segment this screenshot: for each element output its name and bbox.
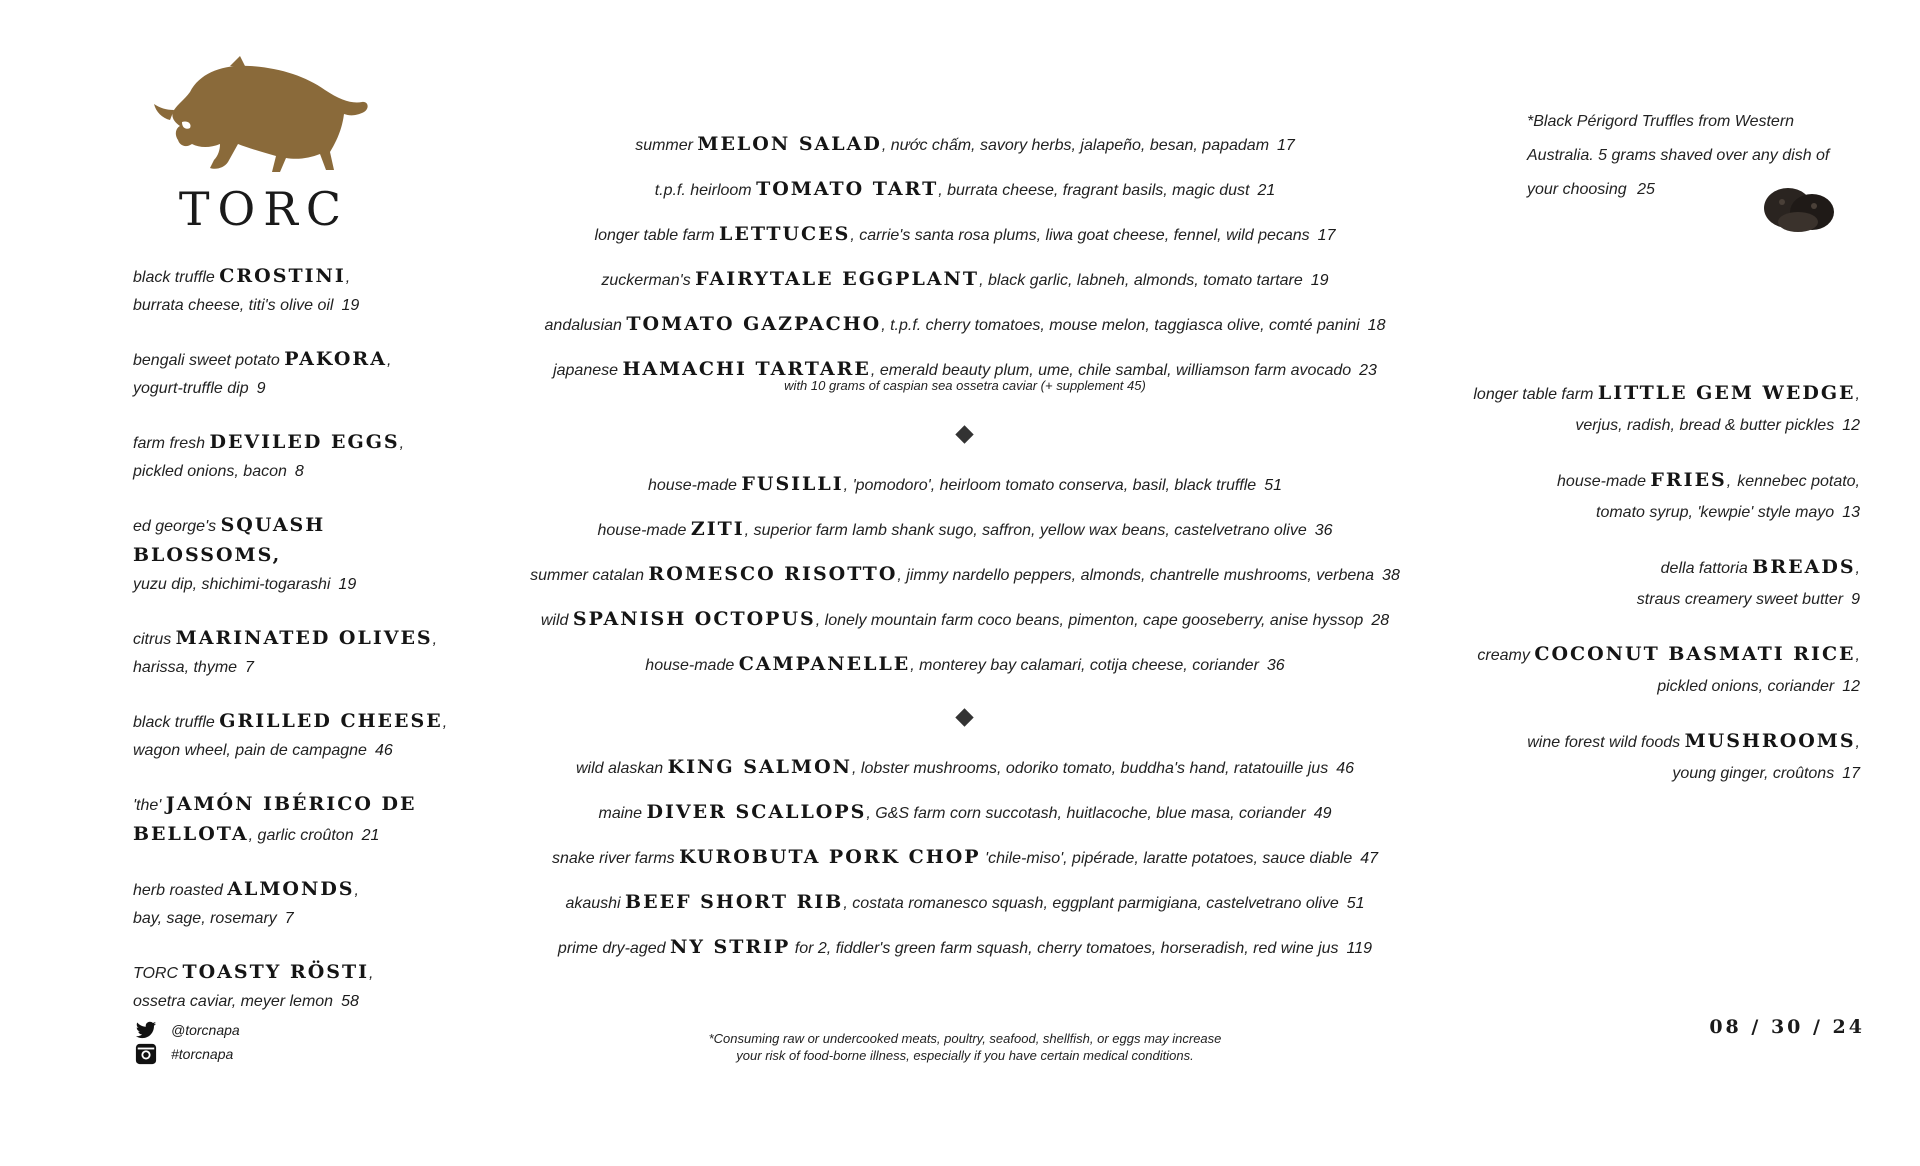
salads-section [520, 130, 1410, 400]
item-prefix: house-made [1557, 473, 1651, 490]
item-price: 17 [1317, 227, 1336, 244]
item-punct: , [1855, 386, 1860, 403]
item-price: 8 [294, 463, 304, 480]
hamachi-caviar-note: with 10 grams of caspian sea ossetra caviar (+ supplement 45) [784, 378, 1146, 393]
dish-name: JAMÓN IBÉRICO DE [165, 793, 417, 815]
menu-item [1420, 552, 1860, 615]
item-price: 49 [1313, 805, 1332, 822]
menu-item-description [133, 375, 473, 403]
item-price: 19 [338, 576, 357, 593]
item-description: , G&S farm corn succotash, huitlacoche, blue masa, coriander [866, 805, 1306, 822]
item-price: 7 [245, 659, 254, 676]
menu-item-description [1420, 584, 1860, 615]
item-description: yuzu dip, shichimi-togarashi [133, 576, 331, 593]
menu-item [133, 624, 473, 682]
disclaimer-line: *Consuming raw or undercooked meats, poultry, seafood, shellfish, or eggs may increase [708, 1031, 1222, 1046]
menu-item-description [133, 988, 473, 1016]
item-prefix: wild [540, 612, 573, 629]
menu-item [520, 888, 1410, 933]
truffle-note-price: 25 [1637, 181, 1655, 198]
item-prefix: zuckerman's [601, 272, 696, 289]
item-price: 12 [1842, 678, 1860, 695]
twitter-handle-text: @torcnapa [171, 1022, 240, 1038]
dish-name: BELLOTA [133, 823, 249, 845]
item-description: , superior farm lamb shank sugo, saffron, yellow wax beans, castelvetrano olive [744, 522, 1307, 539]
menu-item-heading [1420, 552, 1860, 584]
dish-name: KING SALMON [667, 756, 852, 778]
item-description: pickled onions, coriander [1657, 678, 1835, 695]
item-price: 7 [284, 910, 294, 927]
menu-item-description [133, 292, 473, 320]
item-description: , black garlic, labneh, almonds, tomato tartare [979, 272, 1303, 289]
item-description: bay, sage, rosemary [133, 910, 277, 927]
item-prefix: della fattoria [1660, 560, 1753, 577]
item-prefix: black truffle [133, 714, 220, 731]
item-prefix: japanese [553, 362, 623, 379]
dish-name: ALMONDS [227, 878, 355, 900]
item-price: 21 [361, 827, 380, 844]
menu-item [133, 345, 473, 403]
item-price: 13 [1842, 504, 1860, 521]
menu-date: 08 / 30 / 24 [1709, 1016, 1865, 1038]
menu-item-heading [1420, 465, 1860, 497]
item-description: , emerald beauty plum, ume, chile sambal, williamson farm avocado [870, 362, 1352, 379]
item-price: 36 [1314, 522, 1333, 539]
item-price: 38 [1382, 567, 1400, 584]
boar-icon [130, 52, 398, 182]
dish-name: LETTUCES [719, 223, 851, 245]
dish-name: FRIES [1650, 469, 1727, 491]
item-prefix: wine forest wild foods [1527, 734, 1685, 751]
sides-column [1420, 378, 1860, 813]
item-price: 23 [1359, 362, 1377, 379]
dish-name: ROMESCO RISOTTO [648, 563, 898, 585]
menu-item [133, 790, 473, 850]
item-prefix: longer table farm [1473, 386, 1598, 403]
menu-item [1420, 465, 1860, 528]
item-prefix: house-made [648, 477, 742, 494]
dish-name: PAKORA [284, 348, 387, 370]
menu-item-heading [133, 262, 473, 292]
truffle-note-text: *Black Périgord Truffles from Western Australia. 5 grams shaved over any dish of your choosing [1527, 113, 1830, 198]
menu-item-description [133, 654, 473, 682]
item-description: ossetra caviar, meyer lemon [133, 993, 334, 1010]
menu-item-heading [133, 958, 473, 988]
section-divider-diamond [520, 695, 1410, 753]
item-price: 19 [1310, 272, 1329, 289]
dish-name: MUSHROOMS [1684, 730, 1856, 752]
menu-item [133, 511, 473, 599]
item-price: 17 [1842, 765, 1860, 782]
dish-name: TOMATO GAZPACHO [626, 313, 882, 335]
dish-name: TOASTY RÖSTI [182, 961, 370, 983]
menu-item-heading [133, 624, 473, 654]
dish-name: CROSTINI [219, 265, 346, 287]
item-price: 47 [1360, 850, 1379, 867]
item-punct: , [354, 882, 359, 899]
item-description: burrata cheese, titi's olive oil [133, 297, 334, 314]
menu-item [1420, 378, 1860, 441]
item-prefix: 'the' [133, 797, 166, 814]
menu-item [133, 958, 473, 1016]
menu-item [520, 310, 1410, 355]
item-prefix: ed george's [133, 518, 221, 535]
item-description: for 2, fiddler's green farm squash, cherry tomatoes, horseradish, red wine jus [790, 940, 1339, 957]
item-prefix: akaushi [565, 895, 626, 912]
dish-name: ZITI [690, 518, 745, 540]
item-punct: , [399, 435, 405, 452]
dish-name: DIVER SCALLOPS [646, 801, 867, 823]
dish-name: CAMPANELLE [738, 653, 911, 675]
menu-item-description [133, 820, 473, 850]
menu-item [520, 798, 1410, 843]
section-divider-diamond [520, 412, 1410, 470]
item-description: wagon wheel, pain de campagne [133, 742, 367, 759]
torc-logo [130, 52, 398, 236]
item-prefix: herb roasted [133, 882, 228, 899]
starters-column [133, 262, 473, 1041]
item-prefix: t.p.f. heirloom [654, 182, 757, 199]
menu-item-heading [133, 707, 473, 737]
twitter-handle[interactable] [135, 1018, 240, 1042]
item-punct: , [386, 352, 392, 369]
item-price: 51 [1346, 895, 1365, 912]
item-description: kennebec potato, [1737, 473, 1860, 490]
menu-item-description [133, 905, 473, 933]
dish-name: COCONUT BASMATI RICE [1534, 643, 1856, 665]
menu-item-heading [133, 345, 473, 375]
item-description: , monterey bay calamari, cotija cheese, coriander [910, 657, 1259, 674]
pasta-section [520, 470, 1410, 695]
dish-name: BEEF SHORT RIB [625, 891, 844, 913]
item-prefix: snake river farms [551, 850, 680, 867]
item-price: 19 [341, 297, 360, 314]
item-price: 36 [1266, 657, 1285, 674]
item-prefix: bengali sweet potato [133, 352, 285, 369]
item-punct: , [1855, 734, 1860, 751]
menu-item-description [133, 458, 473, 486]
item-prefix: house-made [597, 522, 691, 539]
item-prefix: TORC [133, 965, 183, 982]
item-prefix: black truffle [133, 269, 220, 286]
menu-item-heading [133, 875, 473, 905]
item-price: 28 [1371, 612, 1390, 629]
menu-item-description [1420, 410, 1860, 441]
dish-name: LITTLE GEM WEDGE [1597, 382, 1856, 404]
menu-item-description [1420, 758, 1860, 789]
item-prefix: summer catalan [530, 567, 649, 584]
dish-name: NY STRIP [669, 936, 791, 958]
item-punct: , [1855, 647, 1860, 664]
item-description: , t.p.f. cherry tomatoes, mouse melon, taggiasca olive, comté panini [881, 317, 1360, 334]
dish-name: BREADS [1752, 556, 1856, 578]
menu-item-description [1420, 497, 1860, 528]
item-description: , 'pomodoro', heirloom tomato conserva, basil, black truffle [843, 477, 1257, 494]
item-description: young ginger, croûtons [1672, 765, 1835, 782]
entrees-section [520, 753, 1410, 978]
menu-item [133, 875, 473, 933]
instagram-handle[interactable] [135, 1042, 240, 1066]
item-price: 46 [374, 742, 393, 759]
menu-item [520, 753, 1410, 798]
item-punct: , [369, 965, 374, 982]
item-price: 9 [256, 380, 266, 397]
item-prefix: prime dry-aged [557, 940, 670, 957]
item-description: harissa, thyme [133, 659, 238, 676]
item-description: tomato syrup, 'kewpie' style mayo [1596, 504, 1835, 521]
item-price: 46 [1336, 760, 1354, 777]
item-prefix: house-made [645, 657, 739, 674]
menu-item [520, 130, 1410, 175]
item-description: , garlic croûton [248, 827, 354, 844]
item-description: , jimmy nardello peppers, almonds, chantrelle mushrooms, verbena [897, 567, 1375, 584]
menu-item-heading [133, 511, 473, 571]
item-price: 51 [1264, 477, 1282, 494]
menu-item [520, 265, 1410, 310]
item-description: verjus, radish, bread & butter pickles [1575, 417, 1835, 434]
menu-item [133, 707, 473, 765]
item-description: yogurt-truffle dip [133, 380, 249, 397]
item-prefix: maine [598, 805, 647, 822]
menu-item-description [133, 571, 473, 599]
item-price: 12 [1842, 417, 1860, 434]
menu-item-heading [133, 428, 473, 458]
menu-item [1420, 726, 1860, 789]
item-description: pickled onions, bacon [133, 463, 287, 480]
item-punct: , [442, 714, 448, 731]
item-prefix: citrus [133, 631, 176, 648]
dish-name: SPANISH OCTOPUS [572, 608, 816, 630]
menu-item [520, 560, 1410, 605]
item-punct: , [1726, 473, 1732, 490]
item-description: , lobster mushrooms, odoriko tomato, buddha's hand, ratatouille jus [852, 760, 1329, 777]
menu-item [1420, 639, 1860, 702]
item-description: , costata romanesco squash, eggplant parmigiana, castelvetrano olive [843, 895, 1339, 912]
menu-item [520, 470, 1410, 515]
dish-name: GRILLED CHEESE [219, 710, 443, 732]
menu-item [520, 933, 1410, 978]
menu-item-description [133, 737, 473, 765]
dish-name: MARINATED OLIVES [175, 627, 433, 649]
item-prefix: longer table farm [594, 227, 720, 244]
item-prefix: wild alaskan [576, 760, 668, 777]
main-menu-column [520, 130, 1410, 978]
dish-name: MELON SALAD [697, 133, 882, 155]
item-description: , nước chấm, savory herbs, jalapeño, besan, papadam [881, 137, 1270, 154]
item-punct: , [1855, 560, 1860, 577]
dish-name: TOMATO TART [756, 178, 939, 200]
menu-item-heading [133, 790, 473, 820]
twitter-icon [135, 1019, 157, 1041]
dish-name: HAMACHI TARTARE [622, 358, 871, 380]
disclaimer-line: your risk of food-borne illness, especially if you have certain medical conditions. [736, 1048, 1194, 1063]
item-price: 119 [1346, 940, 1373, 957]
menu-item [133, 428, 473, 486]
item-prefix: summer [635, 137, 698, 154]
menu-item [133, 262, 473, 320]
item-prefix: farm fresh [133, 435, 210, 452]
item-price: 21 [1257, 182, 1276, 199]
instagram-handle-text: #torcnapa [171, 1046, 234, 1062]
menu-item-heading [1420, 726, 1860, 758]
dish-name: SQUASH BLOSSOMS, [133, 514, 326, 566]
menu-item [520, 515, 1410, 560]
instagram-icon [135, 1043, 157, 1065]
item-description: , carrie's santa rosa plums, liwa goat cheese, fennel, wild pecans [850, 227, 1310, 244]
item-punct: , [345, 269, 351, 286]
social-links [135, 1018, 240, 1066]
food-safety-disclaimer [680, 1030, 1250, 1064]
menu-item [520, 175, 1410, 220]
item-description: straus creamery sweet butter [1636, 591, 1844, 608]
menu-item [520, 220, 1410, 265]
item-price: 58 [341, 993, 359, 1010]
item-price: 18 [1367, 317, 1386, 334]
menu-item [520, 843, 1410, 888]
dish-name: FUSILLI [741, 473, 844, 495]
item-description: , burrata cheese, fragrant basils, magic dust [938, 182, 1250, 199]
item-punct: , [432, 631, 438, 648]
truffle-image [1758, 178, 1840, 236]
dish-name: DEVILED EGGS [209, 431, 400, 453]
item-description: 'chile-miso', pipérade, laratte potatoes, sauce diable [980, 850, 1353, 867]
menu-item [520, 605, 1410, 650]
item-prefix: creamy [1477, 647, 1535, 664]
menu-item-heading [1420, 639, 1860, 671]
dish-name: KUROBUTA PORK CHOP [679, 846, 981, 868]
item-price: 17 [1277, 137, 1295, 154]
menu-item-description [1420, 671, 1860, 702]
menu-item-heading [1420, 378, 1860, 410]
item-description: , lonely mountain farm coco beans, pimenton, cape gooseberry, anise hyssop [815, 612, 1364, 629]
logo-wordmark: TORC [178, 182, 350, 236]
item-prefix: andalusian [544, 317, 627, 334]
dish-name: FAIRYTALE EGGPLANT [695, 268, 980, 290]
item-price: 9 [1851, 591, 1860, 608]
menu-item [520, 650, 1410, 695]
